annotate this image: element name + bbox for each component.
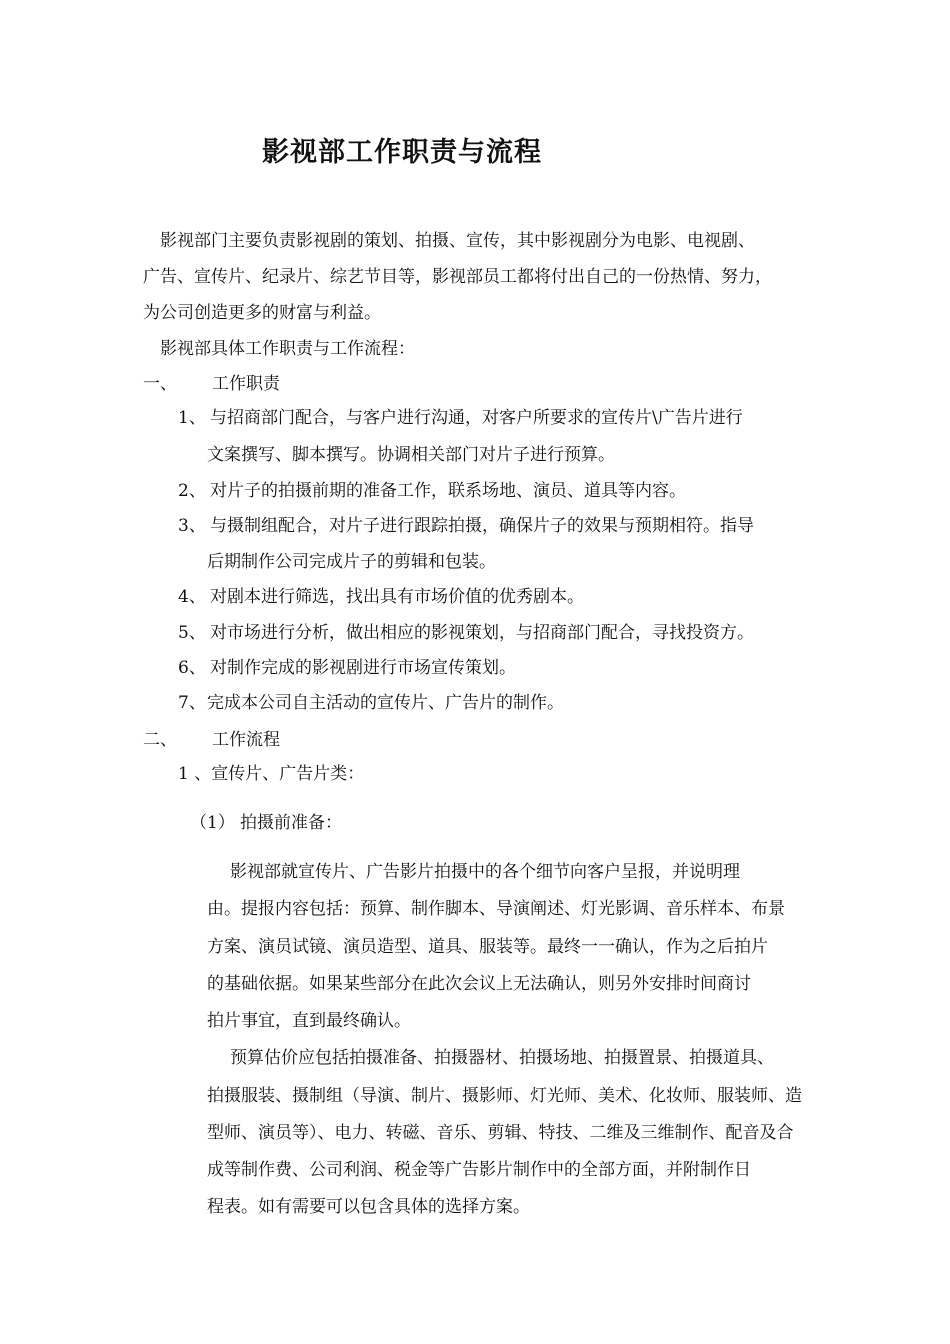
duty-6-line-1: 对制作完成的影视剧进行市场宣传策划。 — [210, 658, 516, 678]
section2-number: 二、 — [143, 730, 177, 750]
flow-item-1: 1 、宣传片、广告片类： — [178, 764, 365, 784]
section2-title: 工作流程 — [212, 730, 280, 750]
duty-1-line-2: 文案撰写、脚本撰写。协调相关部门对片子进行预算。 — [207, 445, 615, 465]
subsection-1-title: 拍摄前准备： — [240, 813, 342, 833]
section1-number: 一、 — [143, 374, 177, 394]
duty-7-number: 7、 — [178, 693, 206, 713]
para1-line-4: 的基础依据。如果某些部分在此次会议上无法确认，则另外安排时间商讨 — [207, 974, 751, 994]
para2-line-5: 程表。如有需要可以包含具体的选择方案。 — [207, 1197, 530, 1217]
para2-line-2: 拍摄服装、摄制组（导演、制片、摄影师、灯光师、美术、化妆师、服装师、造 — [207, 1086, 802, 1106]
duty-5-number: 5、 — [178, 623, 206, 643]
duty-3-line-2: 后期制作公司完成片子的剪辑和包装。 — [207, 552, 496, 572]
duty-6-number: 6、 — [178, 658, 206, 678]
para1-line-5: 拍片事宜，直到最终确认。 — [207, 1011, 411, 1031]
para1-line-3: 方案、演员试镜、演员造型、道具、服装等。最终一一确认，作为之后拍片 — [207, 937, 768, 957]
duty-3-number: 3、 — [178, 516, 206, 536]
intro-line-2: 广告、宣传片、纪录片、综艺节目等，影视部员工都将付出自己的一份热情、努力， — [143, 267, 772, 287]
lead-text: 影视部具体工作职责与工作流程： — [160, 339, 415, 359]
duty-2-number: 2、 — [178, 481, 206, 501]
para2-line-1: 预算估价应包括拍摄准备、拍摄器材、拍摄场地、拍摄置景、拍摄道具、 — [230, 1048, 774, 1068]
page-title: 影视部工作职责与流程 — [262, 137, 542, 168]
subsection-1-number: （1） — [190, 813, 235, 833]
duty-1-number: 1、 — [178, 408, 206, 428]
duty-4-number: 4、 — [178, 587, 206, 607]
intro-line-1: 影视部门主要负责影视剧的策划、拍摄、宣传，其中影视剧分为电影、电视剧、 — [160, 231, 755, 251]
intro-line-3: 为公司创造更多的财富与利益。 — [143, 303, 381, 323]
para2-line-4: 成等制作费、公司利润、税金等广告影片制作中的全部方面，并附制作日 — [207, 1160, 751, 1180]
para1-line-2: 由。提报内容包括：预算、制作脚本、导演阐述、灯光影调、音乐样本、布景 — [207, 899, 785, 919]
duty-4-line-1: 对剧本进行筛选，找出具有市场价值的优秀剧本。 — [210, 587, 584, 607]
duty-7-line-1: 完成本公司自主活动的宣传片、广告片的制作。 — [207, 693, 564, 713]
duty-1-line-1: 与招商部门配合，与客户进行沟通，对客户所要求的宣传片\广告片进行 — [210, 408, 743, 428]
para2-line-3: 型师、演员等）、电力、转磁、音乐、剪辑、特技、二维及三维制作、配音及合 — [207, 1123, 794, 1143]
section1-title: 工作职责 — [212, 374, 280, 394]
duty-2-line-1: 对片子的拍摄前期的准备工作，联系场地、演员、道具等内容。 — [210, 481, 686, 501]
para1-line-1: 影视部就宣传片、广告影片拍摄中的各个细节向客户呈报，并说明理 — [230, 862, 740, 882]
duty-5-line-1: 对市场进行分析，做出相应的影视策划，与招商部门配合，寻找投资方。 — [210, 623, 754, 643]
duty-3-line-1: 与摄制组配合，对片子进行跟踪拍摄，确保片子的效果与预期相符。指导 — [210, 516, 754, 536]
